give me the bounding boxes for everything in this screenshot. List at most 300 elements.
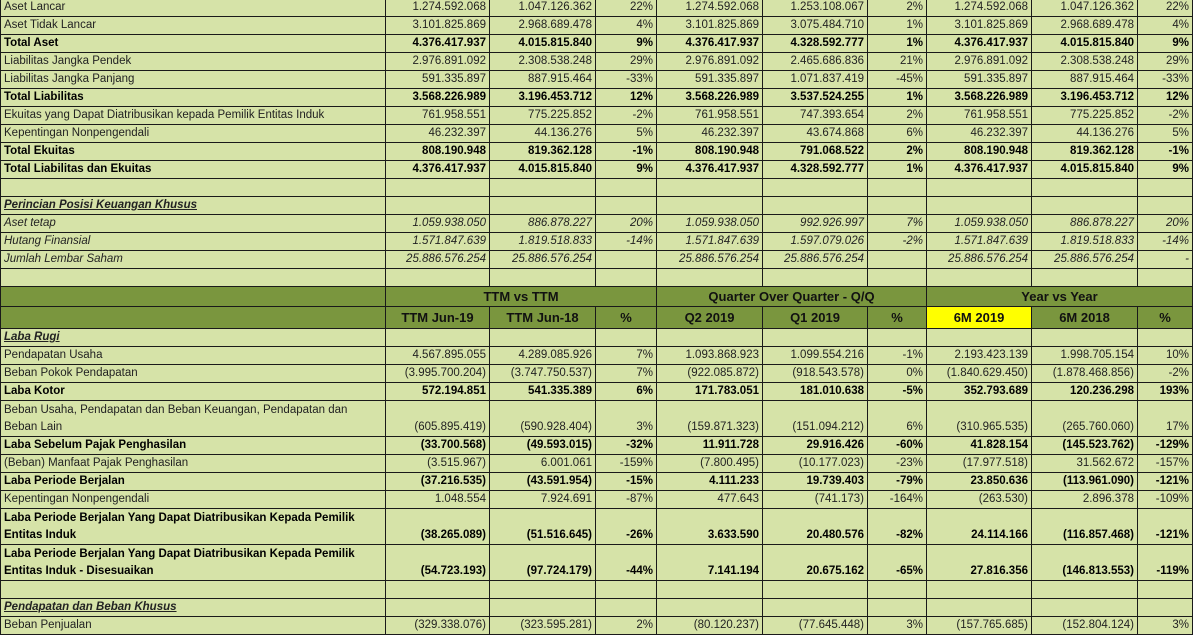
percent-change-cell[interactable] [868,179,927,197]
percent-change-cell[interactable] [596,251,657,269]
percent-change-cell[interactable]: -2% [596,107,657,125]
value-cell[interactable]: (7.800.495) [657,455,763,473]
row-label[interactable] [1,269,386,287]
value-cell[interactable]: (33.700.568) [386,437,490,455]
value-cell[interactable]: 819.362.128 [1032,143,1138,161]
value-cell[interactable]: 3.568.226.989 [386,89,490,107]
column-header[interactable]: % [868,307,927,329]
value-cell[interactable] [763,581,868,599]
value-cell[interactable]: 4.567.895.055 [386,347,490,365]
value-cell[interactable]: 27.816.356 [927,545,1032,581]
row-label[interactable]: Laba Sebelum Pajak Penghasilan [1,437,386,455]
value-cell[interactable] [1032,197,1138,215]
value-cell[interactable]: 775.225.852 [490,107,596,125]
percent-change-cell[interactable] [596,581,657,599]
value-cell[interactable]: 4.015.815.840 [1032,35,1138,53]
percent-change-cell[interactable]: -164% [868,491,927,509]
value-cell[interactable]: (80.120.237) [657,617,763,635]
percent-change-cell[interactable]: 29% [596,53,657,71]
value-cell[interactable]: 1.099.554.216 [763,347,868,365]
percent-change-cell[interactable]: -82% [868,509,927,545]
percent-change-cell[interactable]: 9% [1138,35,1193,53]
value-cell[interactable]: (605.895.419) [386,401,490,437]
percent-change-cell[interactable]: -32% [596,437,657,455]
percent-change-cell[interactable]: -1% [1138,143,1193,161]
value-cell[interactable]: 4.328.592.777 [763,35,868,53]
value-cell[interactable]: 46.232.397 [386,125,490,143]
percent-change-cell[interactable]: 12% [596,89,657,107]
percent-change-cell[interactable]: - [1138,251,1193,269]
row-label[interactable]: Total Aset [1,35,386,53]
value-cell[interactable]: 1.998.705.154 [1032,347,1138,365]
percent-change-cell[interactable]: -2% [868,233,927,251]
percent-change-cell[interactable]: 1% [868,17,927,35]
value-cell[interactable]: 4.289.085.926 [490,347,596,365]
value-cell[interactable] [386,599,490,617]
row-label[interactable]: Ekuitas yang Dapat Diatribusikan kepada Pemilik Entitas Induk [1,107,386,125]
row-label[interactable]: Pendapatan dan Beban Khusus [1,599,386,617]
row-label[interactable]: Laba Periode Berjalan [1,473,386,491]
value-cell[interactable] [763,269,868,287]
percent-change-cell[interactable] [1138,599,1193,617]
value-cell[interactable]: (3.995.700.204) [386,365,490,383]
value-cell[interactable] [927,581,1032,599]
value-cell[interactable]: 791.068.522 [763,143,868,161]
percent-change-cell[interactable] [596,599,657,617]
percent-change-cell[interactable] [868,599,927,617]
value-cell[interactable]: (310.965.535) [927,401,1032,437]
value-cell[interactable]: 25.886.576.254 [1032,251,1138,269]
value-cell[interactable]: 1.274.592.068 [927,0,1032,17]
value-cell[interactable]: 25.886.576.254 [386,251,490,269]
value-cell[interactable] [490,197,596,215]
row-label[interactable]: Hutang Finansial [1,233,386,251]
value-cell[interactable]: 3.633.590 [657,509,763,545]
value-cell[interactable]: 1.597.079.026 [763,233,868,251]
value-cell[interactable]: 25.886.576.254 [657,251,763,269]
percent-change-cell[interactable]: -129% [1138,437,1193,455]
percent-change-cell[interactable]: 9% [596,35,657,53]
percent-change-cell[interactable]: 6% [868,401,927,437]
value-cell[interactable]: 3.075.484.710 [763,17,868,35]
value-cell[interactable]: 2.968.689.478 [1032,17,1138,35]
percent-change-cell[interactable]: 2% [868,107,927,125]
value-cell[interactable]: 4.376.417.937 [927,161,1032,179]
value-cell[interactable] [490,179,596,197]
value-cell[interactable]: (77.645.448) [763,617,868,635]
percent-change-cell[interactable]: -26% [596,509,657,545]
percent-change-cell[interactable]: 9% [596,161,657,179]
percent-change-cell[interactable]: -60% [868,437,927,455]
column-header[interactable]: % [1138,307,1193,329]
percent-change-cell[interactable]: 6% [868,125,927,143]
column-header[interactable]: Q1 2019 [763,307,868,329]
percent-change-cell[interactable]: -2% [1138,365,1193,383]
percent-change-cell[interactable]: 21% [868,53,927,71]
value-cell[interactable]: 2.465.686.836 [763,53,868,71]
column-header[interactable]: 6M 2018 [1032,307,1138,329]
value-cell[interactable]: (590.928.404) [490,401,596,437]
value-cell[interactable]: 2.193.423.139 [927,347,1032,365]
percent-change-cell[interactable]: 7% [596,365,657,383]
value-cell[interactable] [927,269,1032,287]
value-cell[interactable]: 1.253.108.067 [763,0,868,17]
value-cell[interactable] [657,581,763,599]
value-cell[interactable]: 25.886.576.254 [763,251,868,269]
value-cell[interactable] [1032,581,1138,599]
value-cell[interactable]: 46.232.397 [927,125,1032,143]
column-header[interactable]: TTM Jun-19 [386,307,490,329]
value-cell[interactable]: 19.739.403 [763,473,868,491]
value-cell[interactable]: (329.338.076) [386,617,490,635]
percent-change-cell[interactable]: 0% [868,365,927,383]
value-cell[interactable]: 1.047.126.362 [1032,0,1138,17]
row-label[interactable]: (Beban) Manfaat Pajak Penghasilan [1,455,386,473]
row-label[interactable]: Laba Periode Berjalan Yang Dapat Diatribusikan Kepada Pemilik Entitas Induk [1,509,386,545]
value-cell[interactable]: 7.141.194 [657,545,763,581]
percent-change-cell[interactable]: -159% [596,455,657,473]
column-header[interactable]: % [596,307,657,329]
percent-change-cell[interactable]: 6% [596,383,657,401]
value-cell[interactable]: 808.190.948 [386,143,490,161]
percent-change-cell[interactable]: -33% [1138,71,1193,89]
value-cell[interactable]: 1.274.592.068 [657,0,763,17]
value-cell[interactable] [763,197,868,215]
value-cell[interactable]: 1.059.938.050 [657,215,763,233]
value-cell[interactable]: 2.976.891.092 [386,53,490,71]
value-cell[interactable]: 2.308.538.248 [490,53,596,71]
value-cell[interactable]: 2.976.891.092 [657,53,763,71]
value-cell[interactable]: (922.085.872) [657,365,763,383]
percent-change-cell[interactable] [868,269,927,287]
value-cell[interactable]: 44.136.276 [1032,125,1138,143]
percent-change-cell[interactable] [868,251,927,269]
value-cell[interactable]: 886.878.227 [490,215,596,233]
value-cell[interactable]: 1.571.847.639 [657,233,763,251]
percent-change-cell[interactable]: -87% [596,491,657,509]
value-cell[interactable]: 808.190.948 [927,143,1032,161]
value-cell[interactable] [927,197,1032,215]
value-cell[interactable] [1032,599,1138,617]
value-cell[interactable]: 3.101.825.869 [657,17,763,35]
value-cell[interactable]: (49.593.015) [490,437,596,455]
value-cell[interactable] [763,329,868,347]
percent-change-cell[interactable] [868,581,927,599]
row-label[interactable]: Aset tetap [1,215,386,233]
percent-change-cell[interactable]: -14% [596,233,657,251]
value-cell[interactable]: 4.015.815.840 [490,161,596,179]
percent-change-cell[interactable]: -45% [868,71,927,89]
percent-change-cell[interactable]: 2% [868,143,927,161]
value-cell[interactable]: (38.265.089) [386,509,490,545]
value-cell[interactable]: 1.059.938.050 [927,215,1032,233]
percent-change-cell[interactable]: 3% [868,617,927,635]
value-cell[interactable]: 591.335.897 [657,71,763,89]
value-cell[interactable]: 3.196.453.712 [490,89,596,107]
value-cell[interactable]: 46.232.397 [657,125,763,143]
row-label[interactable]: Beban Usaha, Pendapatan dan Beban Keuangan, Pendapatan dan Beban Lain [1,401,386,437]
percent-change-cell[interactable]: 7% [868,215,927,233]
value-cell[interactable]: (116.857.468) [1032,509,1138,545]
value-cell[interactable]: (265.760.060) [1032,401,1138,437]
percent-change-cell[interactable]: 22% [1138,0,1193,17]
value-cell[interactable]: 11.911.728 [657,437,763,455]
value-cell[interactable]: 3.537.524.255 [763,89,868,107]
percent-change-cell[interactable]: 4% [596,17,657,35]
value-cell[interactable]: 2.308.538.248 [1032,53,1138,71]
percent-change-cell[interactable] [596,329,657,347]
value-cell[interactable] [490,599,596,617]
value-cell[interactable]: 1.047.126.362 [490,0,596,17]
row-label[interactable]: Jumlah Lembar Saham [1,251,386,269]
value-cell[interactable]: 1.274.592.068 [386,0,490,17]
value-cell[interactable]: 24.114.166 [927,509,1032,545]
value-cell[interactable]: (145.523.762) [1032,437,1138,455]
percent-change-cell[interactable] [868,197,927,215]
value-cell[interactable]: (741.173) [763,491,868,509]
value-cell[interactable]: (151.094.212) [763,401,868,437]
value-cell[interactable]: 4.376.417.937 [927,35,1032,53]
percent-change-cell[interactable]: 3% [596,401,657,437]
value-cell[interactable]: (113.961.090) [1032,473,1138,491]
value-cell[interactable]: (3.515.967) [386,455,490,473]
value-cell[interactable]: 2.968.689.478 [490,17,596,35]
percent-change-cell[interactable]: 1% [868,89,927,107]
value-cell[interactable]: 1.819.518.833 [1032,233,1138,251]
percent-change-cell[interactable]: -121% [1138,509,1193,545]
percent-change-cell[interactable]: 1% [868,35,927,53]
value-cell[interactable] [490,581,596,599]
column-header[interactable]: 6M 2019 [927,307,1032,329]
row-label[interactable]: Beban Penjualan [1,617,386,635]
percent-change-cell[interactable]: -109% [1138,491,1193,509]
percent-change-cell[interactable]: 10% [1138,347,1193,365]
value-cell[interactable] [657,599,763,617]
value-cell[interactable]: 120.236.298 [1032,383,1138,401]
percent-change-cell[interactable]: -44% [596,545,657,581]
percent-change-cell[interactable]: -5% [868,383,927,401]
percent-change-cell[interactable]: 193% [1138,383,1193,401]
value-cell[interactable]: (51.516.645) [490,509,596,545]
row-label[interactable]: Total Ekuitas [1,143,386,161]
percent-change-cell[interactable]: -79% [868,473,927,491]
percent-change-cell[interactable]: -121% [1138,473,1193,491]
percent-change-cell[interactable]: 7% [596,347,657,365]
value-cell[interactable]: 747.393.654 [763,107,868,125]
value-cell[interactable] [490,329,596,347]
column-header[interactable]: TTM Jun-18 [490,307,596,329]
value-cell[interactable]: 43.674.868 [763,125,868,143]
value-cell[interactable]: 4.111.233 [657,473,763,491]
row-label[interactable]: Liabilitas Jangka Pendek [1,53,386,71]
value-cell[interactable]: 477.643 [657,491,763,509]
percent-change-cell[interactable]: 2% [596,617,657,635]
value-cell[interactable]: 1.819.518.833 [490,233,596,251]
percent-change-cell[interactable]: 4% [1138,17,1193,35]
percent-change-cell[interactable]: -1% [868,347,927,365]
value-cell[interactable] [386,581,490,599]
value-cell[interactable] [657,329,763,347]
value-cell[interactable] [386,197,490,215]
value-cell[interactable]: (152.804.124) [1032,617,1138,635]
row-label[interactable]: Kepentingan Nonpengendali [1,491,386,509]
value-cell[interactable] [1032,179,1138,197]
percent-change-cell[interactable]: 20% [1138,215,1193,233]
value-cell[interactable] [657,197,763,215]
value-cell[interactable]: 1.048.554 [386,491,490,509]
value-cell[interactable] [1032,329,1138,347]
percent-change-cell[interactable]: -33% [596,71,657,89]
value-cell[interactable] [490,269,596,287]
value-cell[interactable]: 352.793.689 [927,383,1032,401]
value-cell[interactable]: 44.136.276 [490,125,596,143]
percent-change-cell[interactable] [1138,581,1193,599]
percent-change-cell[interactable] [868,329,927,347]
value-cell[interactable]: (323.595.281) [490,617,596,635]
value-cell[interactable]: (97.724.179) [490,545,596,581]
value-cell[interactable]: 3.196.453.712 [1032,89,1138,107]
value-cell[interactable]: (54.723.193) [386,545,490,581]
percent-change-cell[interactable]: 2% [868,0,927,17]
percent-change-cell[interactable]: 17% [1138,401,1193,437]
value-cell[interactable]: 591.335.897 [927,71,1032,89]
value-cell[interactable]: 4.376.417.937 [657,161,763,179]
percent-change-cell[interactable]: -15% [596,473,657,491]
value-cell[interactable]: (17.977.518) [927,455,1032,473]
percent-change-cell[interactable]: 3% [1138,617,1193,635]
value-cell[interactable]: (918.543.578) [763,365,868,383]
value-cell[interactable]: 775.225.852 [1032,107,1138,125]
value-cell[interactable] [927,329,1032,347]
value-cell[interactable]: 20.480.576 [763,509,868,545]
value-cell[interactable]: 1.571.847.639 [386,233,490,251]
percent-change-cell[interactable] [1138,269,1193,287]
value-cell[interactable] [763,599,868,617]
row-label[interactable]: Laba Kotor [1,383,386,401]
value-cell[interactable]: 3.101.825.869 [386,17,490,35]
value-cell[interactable] [763,179,868,197]
value-cell[interactable]: (146.813.553) [1032,545,1138,581]
value-cell[interactable]: 886.878.227 [1032,215,1138,233]
value-cell[interactable]: 4.015.815.840 [490,35,596,53]
value-cell[interactable] [657,269,763,287]
value-cell[interactable]: 541.335.389 [490,383,596,401]
value-cell[interactable]: (43.591.954) [490,473,596,491]
value-cell[interactable]: (157.765.685) [927,617,1032,635]
percent-change-cell[interactable]: 5% [596,125,657,143]
value-cell[interactable]: 4.376.417.937 [657,35,763,53]
value-cell[interactable]: 2.896.378 [1032,491,1138,509]
value-cell[interactable]: (159.871.323) [657,401,763,437]
row-label[interactable]: Pendapatan Usaha [1,347,386,365]
value-cell[interactable]: 1.093.868.923 [657,347,763,365]
percent-change-cell[interactable]: 29% [1138,53,1193,71]
value-cell[interactable]: 171.783.051 [657,383,763,401]
value-cell[interactable] [657,179,763,197]
value-cell[interactable]: (3.747.750.537) [490,365,596,383]
percent-change-cell[interactable] [596,179,657,197]
value-cell[interactable]: 41.828.154 [927,437,1032,455]
value-cell[interactable]: (263.530) [927,491,1032,509]
percent-change-cell[interactable]: -14% [1138,233,1193,251]
row-label[interactable]: Liabilitas Jangka Panjang [1,71,386,89]
value-cell[interactable]: 6.001.061 [490,455,596,473]
value-cell[interactable]: 4.328.592.777 [763,161,868,179]
percent-change-cell[interactable] [1138,197,1193,215]
percent-change-cell[interactable]: 9% [1138,161,1193,179]
value-cell[interactable] [927,179,1032,197]
value-cell[interactable]: 761.958.551 [386,107,490,125]
value-cell[interactable]: 3.101.825.869 [927,17,1032,35]
value-cell[interactable]: 31.562.672 [1032,455,1138,473]
value-cell[interactable]: 2.976.891.092 [927,53,1032,71]
value-cell[interactable]: 992.926.997 [763,215,868,233]
row-label[interactable] [1,581,386,599]
value-cell[interactable]: 4.015.815.840 [1032,161,1138,179]
row-label[interactable] [1,179,386,197]
value-cell[interactable]: 4.376.417.937 [386,161,490,179]
value-cell[interactable] [386,329,490,347]
row-label[interactable]: Beban Pokok Pendapatan [1,365,386,383]
value-cell[interactable]: 761.958.551 [927,107,1032,125]
value-cell[interactable]: 181.010.638 [763,383,868,401]
value-cell[interactable]: 20.675.162 [763,545,868,581]
row-label[interactable]: Laba Rugi [1,329,386,347]
percent-change-cell[interactable] [1138,329,1193,347]
row-label[interactable]: Aset Lancar [1,0,386,17]
percent-change-cell[interactable] [596,269,657,287]
row-label[interactable]: Total Liabilitas dan Ekuitas [1,161,386,179]
row-label[interactable]: Total Liabilitas [1,89,386,107]
value-cell[interactable]: 591.335.897 [386,71,490,89]
value-cell[interactable]: (1.878.468.856) [1032,365,1138,383]
column-header[interactable]: Q2 2019 [657,307,763,329]
percent-change-cell[interactable]: 20% [596,215,657,233]
value-cell[interactable]: 23.850.636 [927,473,1032,491]
value-cell[interactable] [1032,269,1138,287]
value-cell[interactable]: 1.571.847.639 [927,233,1032,251]
percent-change-cell[interactable]: 22% [596,0,657,17]
value-cell[interactable]: 572.194.851 [386,383,490,401]
value-cell[interactable]: 808.190.948 [657,143,763,161]
value-cell[interactable]: (10.177.023) [763,455,868,473]
value-cell[interactable]: 25.886.576.254 [927,251,1032,269]
percent-change-cell[interactable]: -157% [1138,455,1193,473]
value-cell[interactable]: 29.916.426 [763,437,868,455]
value-cell[interactable]: 25.886.576.254 [490,251,596,269]
percent-change-cell[interactable]: -23% [868,455,927,473]
value-cell[interactable]: 7.924.691 [490,491,596,509]
value-cell[interactable]: 887.915.464 [1032,71,1138,89]
percent-change-cell[interactable]: -119% [1138,545,1193,581]
percent-change-cell[interactable]: -2% [1138,107,1193,125]
row-label[interactable]: Aset Tidak Lancar [1,17,386,35]
value-cell[interactable]: 887.915.464 [490,71,596,89]
value-cell[interactable]: 3.568.226.989 [657,89,763,107]
value-cell[interactable]: (37.216.535) [386,473,490,491]
value-cell[interactable]: 1.071.837.419 [763,71,868,89]
percent-change-cell[interactable]: 1% [868,161,927,179]
value-cell[interactable]: 761.958.551 [657,107,763,125]
row-label[interactable]: Laba Periode Berjalan Yang Dapat Diatribusikan Kepada Pemilik Entitas Induk - Disesuaikan [1,545,386,581]
percent-change-cell[interactable]: -65% [868,545,927,581]
value-cell[interactable]: 1.059.938.050 [386,215,490,233]
row-label[interactable]: Perincian Posisi Keuangan Khusus [1,197,386,215]
value-cell[interactable] [927,599,1032,617]
percent-change-cell[interactable]: 12% [1138,89,1193,107]
percent-change-cell[interactable]: -1% [596,143,657,161]
value-cell[interactable] [386,179,490,197]
